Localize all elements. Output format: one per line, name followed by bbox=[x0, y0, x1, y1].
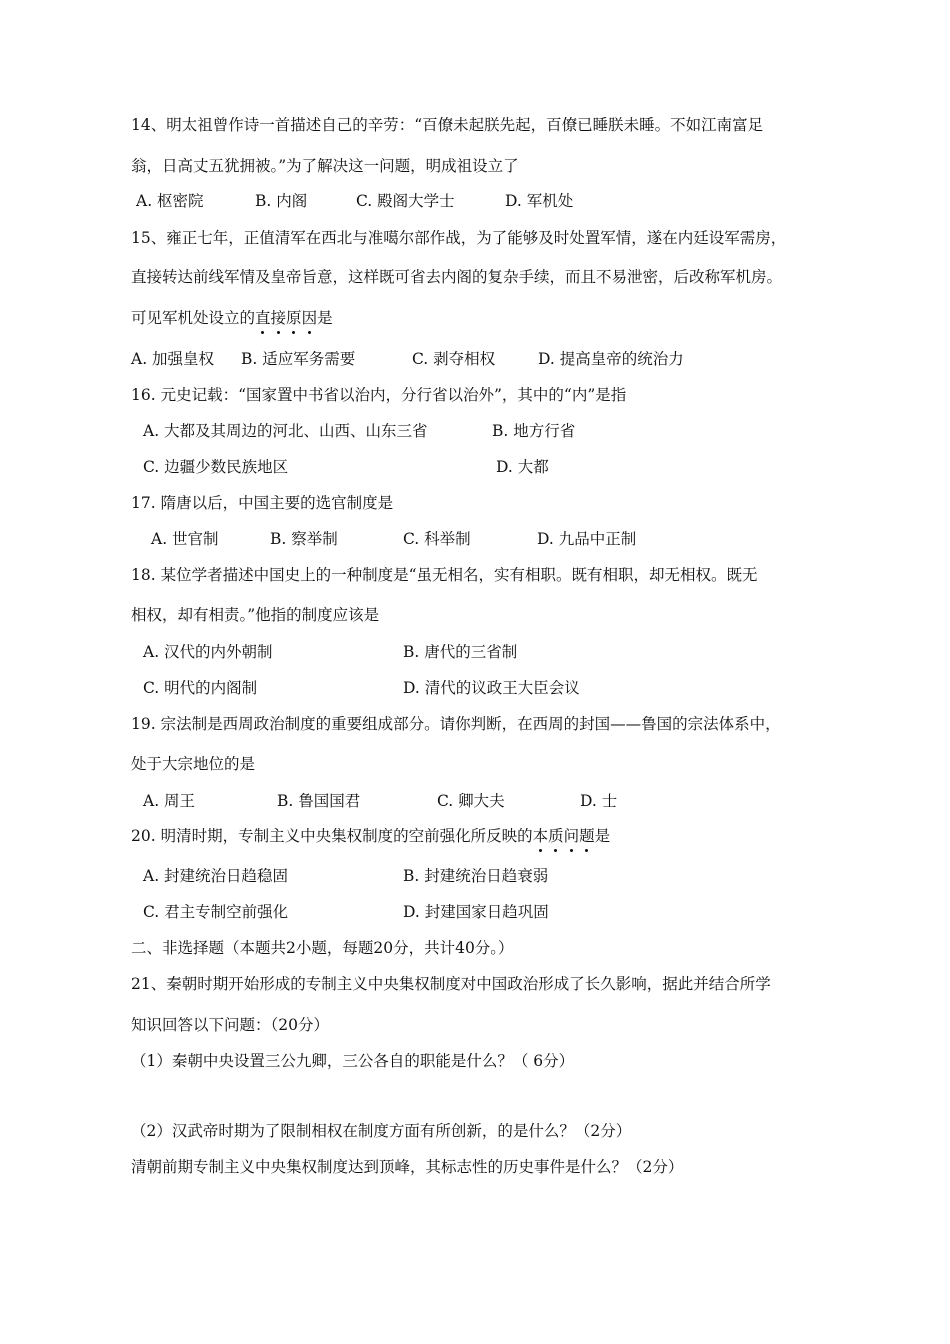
section-heading: 二、非选择题（本题共2小题，每题20分，共计40分。） bbox=[131, 939, 514, 957]
q14-option-c: C. 殿阁大学士 bbox=[356, 192, 455, 210]
q17-option-c: C. 科举制 bbox=[403, 530, 471, 548]
q15-option-c: C. 剥夺相权 bbox=[412, 350, 496, 368]
q15-line3-prefix: 可见军机处设立的 bbox=[131, 309, 256, 327]
q19-stem-line2: 处于大宗地位的是 bbox=[131, 755, 256, 773]
q21-subquestion-2: （2）汉武帝时期为了限制相权在制度方面有所创新，的是什么？（2分） bbox=[131, 1122, 632, 1140]
q20-option-c: C. 君主专制空前强化 bbox=[143, 903, 289, 921]
q17-option-b: B. 察举制 bbox=[270, 530, 338, 548]
emphasis-char: 原 bbox=[286, 309, 302, 327]
q19-option-b: B. 鲁国国君 bbox=[277, 792, 361, 810]
q20-option-a: A. 封建统治日趋稳固 bbox=[143, 867, 289, 885]
emphasis-char: 题 bbox=[579, 827, 595, 845]
q15-option-b: B. 适应军务需要 bbox=[241, 350, 356, 368]
emphasis-char: 质 bbox=[548, 827, 564, 845]
q15-stem-line2: 直接转达前线军情及皇帝旨意，这样既可省去内阁的复杂手续，而且不易泄密，后改称军机房。 bbox=[131, 268, 783, 286]
q17-option-d: D. 九品中正制 bbox=[537, 530, 637, 548]
q19-option-c: C. 卿大夫 bbox=[437, 792, 505, 810]
q16-stem-line1: 16. 元史记载：“国家置中书省以治内，分行省以治外”，其中的“内”是指 bbox=[131, 386, 627, 404]
q14-stem-line1: 14、明太祖曾作诗一首描述自己的辛劳：“百僚未起朕先起，百僚已睡朕未睡。不如江南富足 bbox=[131, 116, 764, 134]
q20-line1-prefix: 20. 明清时期，专制主义中央集权制度的空前强化所反映的 bbox=[131, 827, 533, 845]
q17-stem-line1: 17. 隋唐以后，中国主要的选官制度是 bbox=[131, 494, 394, 512]
q19-option-a: A. 周王 bbox=[143, 792, 196, 810]
q17-option-a: A. 世官制 bbox=[151, 530, 219, 548]
q18-option-d: D. 清代的议政王大臣会议 bbox=[403, 679, 580, 697]
q21-stem-line1: 21、秦朝时期开始形成的专制主义中央集权制度对中国政治形成了长久影响，据此并结合所学 bbox=[131, 975, 771, 993]
q15-stem-line3 bbox=[131, 307, 333, 329]
q20-line1-suffix: 是 bbox=[594, 827, 611, 845]
q14-option-a: A. 枢密院 bbox=[136, 192, 204, 210]
q15-option-a: A. 加强皇权 bbox=[131, 350, 215, 368]
q18-option-c: C. 明代的内阁制 bbox=[143, 679, 258, 697]
emphasis-char: 因 bbox=[301, 309, 318, 327]
q19-stem-line1: 19. 宗法制是西周政治制度的重要组成部分。请你判断，在西周的封国——鲁国的宗法体系中， bbox=[131, 715, 781, 733]
q20-stem-line1 bbox=[131, 825, 610, 847]
emphasis-char: 接 bbox=[270, 309, 287, 327]
q15-line3-suffix: 是 bbox=[317, 309, 333, 327]
q21-stem-line2: 知识回答以下问题：（20分） bbox=[131, 1016, 329, 1034]
q20-option-d: D. 封建国家日趋巩固 bbox=[403, 903, 549, 921]
q15-stem-line1: 15、雍正七年，正值清军在西北与准噶尔部作战，为了能够及时处置军情，遂在内廷设军需房， bbox=[131, 229, 787, 247]
q18-stem-line1: 18. 某位学者描述中国史上的一种制度是“虽无相名，实有相职。既有相职，却无相权。既无 bbox=[131, 566, 758, 584]
q14-option-d: D. 军机处 bbox=[505, 192, 574, 210]
q20-option-b: B. 封建统治日趋衰弱 bbox=[403, 867, 549, 885]
q19-option-d: D. 士 bbox=[580, 792, 618, 810]
q18-option-b: B. 唐代的三省制 bbox=[403, 643, 518, 661]
q14-option-b: B. 内阁 bbox=[255, 192, 308, 210]
q18-stem-line2: 相权，却有相责。”他指的制度应该是 bbox=[131, 606, 380, 624]
emphasis-char: 直 bbox=[255, 309, 271, 327]
q14-stem-line2: 翁，日高丈五犹拥被。”为了解决这一问题，明成祖设立了 bbox=[131, 157, 519, 175]
q21-subquestion-3: 清朝前期专制主义中央集权制度达到顶峰，其标志性的历史事件是什么？（2分） bbox=[131, 1158, 684, 1176]
emphasis-char: 本 bbox=[532, 827, 549, 845]
q16-option-c: C. 边疆少数民族地区 bbox=[143, 458, 289, 476]
q16-option-d: D. 大都 bbox=[496, 458, 549, 476]
q16-option-a: A. 大都及其周边的河北、山西、山东三省 bbox=[143, 422, 428, 440]
q21-subquestion-1: （1）秦朝中央设置三公九卿，三公各自的职能是什么？（ 6分） bbox=[131, 1052, 575, 1070]
emphasis-char: 问 bbox=[563, 827, 580, 845]
q16-option-b: B. 地方行省 bbox=[492, 422, 576, 440]
q15-option-d: D. 提高皇帝的统治力 bbox=[538, 350, 684, 368]
q18-option-a: A. 汉代的内外朝制 bbox=[143, 643, 273, 661]
